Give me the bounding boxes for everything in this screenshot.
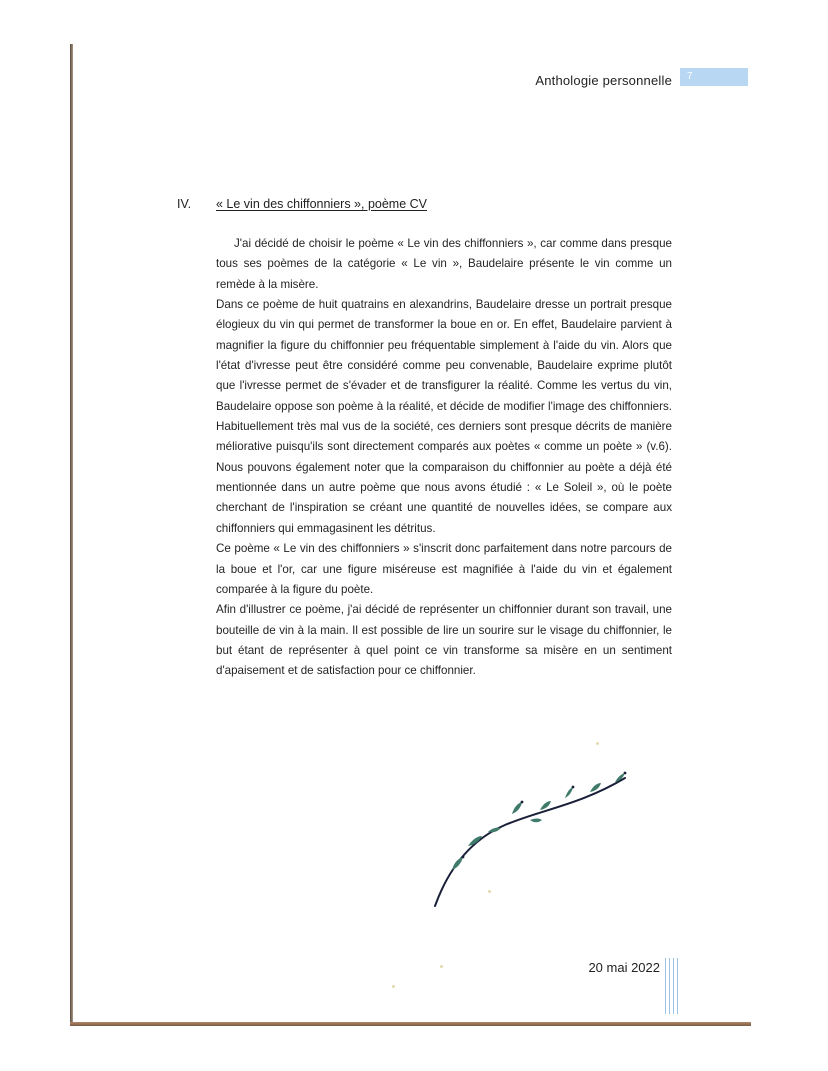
bud bbox=[572, 786, 575, 789]
page-number-badge: 7 bbox=[680, 68, 748, 86]
bud bbox=[624, 772, 627, 775]
bud bbox=[462, 856, 465, 859]
footer-date: 20 mai 2022 bbox=[588, 960, 660, 975]
leaf bbox=[530, 819, 542, 823]
speck bbox=[488, 890, 491, 893]
speck bbox=[596, 742, 599, 745]
paragraph-illustration: Afin d'illustrer ce poème, j'ai décidé de représenter un chiffonnier durant son travail, une bouteille de vin à la main. Il est possible de lire un sourire sur le visage du chiffonnier, le but étant de représenter à quel point ce vin transforme sa misère en un sentiment d'apaisement et de satisfaction pour ce chiffonnier. bbox=[216, 603, 672, 678]
section-number: IV. bbox=[177, 197, 192, 211]
paragraph-intro: J'ai décidé de choisir le poème « Le vin des chiffonniers », car comme dans presque tous ses poèmes de la catégorie « Le vin », Baudelaire présente le vin comme un remède à la misère. bbox=[216, 237, 672, 291]
body-text bbox=[216, 234, 672, 682]
speck bbox=[392, 985, 395, 988]
paragraph-conclusion: Ce poème « Le vin des chiffonniers » s'inscrit donc parfaitement dans notre parcours de la boue et l'or, car une figure miséreuse est magnifiée à l'aide du vin et également comparée à la figure du poète. bbox=[216, 542, 672, 596]
leaf bbox=[565, 787, 573, 798]
leaf bbox=[540, 801, 551, 810]
page-bottom-edge bbox=[70, 1022, 751, 1026]
paragraph-analysis: Dans ce poème de huit quatrains en alexandrins, Baudelaire dresse un portrait presque élogieux du vin qui permet de transformer la boue en or. En effet, Baudelaire parvient à magnifier la figure du chiffonnier peu fréquentable simplement à l'aide du vin. Alors que l'état d'ivresse peut être considéré comme peu convenable, Baudelaire exprime plutôt que l'ivresse permet de s'évader et de transfigurer la réalité. Comme les vertus du vin, Baudelaire oppose son poème à la réalité, et décide de modifier l'image des chiffonniers. Habituellement très mal vus de la société, ces derniers sont presque décrits de manière méliorative puisqu'ils sont directement comparés aux poètes « comme un poète » (v.6). Nous pouvons également noter que la comparaison du chiffonnier au poète a déjà été mentionnée dans un autre poème que nous avons étudié : « Le Soleil », où le poète cherchant de l'inspiration se créant une quantité de nouvelles idées, se compare aux chiffonniers qui emmagasinent les détritus. bbox=[216, 298, 672, 535]
header-title: Anthologie personnelle bbox=[535, 73, 672, 88]
leaf bbox=[512, 802, 522, 814]
sprig-stem bbox=[435, 778, 625, 906]
bud bbox=[521, 801, 524, 804]
speck bbox=[440, 965, 443, 968]
leaf-sprig-illustration bbox=[430, 770, 630, 910]
leaf bbox=[452, 857, 463, 870]
section-title: « Le vin des chiffonniers », poème CV bbox=[216, 197, 428, 211]
leaf bbox=[488, 828, 501, 833]
footer-decorative-lines bbox=[665, 958, 679, 1014]
page-left-edge bbox=[70, 44, 73, 1024]
